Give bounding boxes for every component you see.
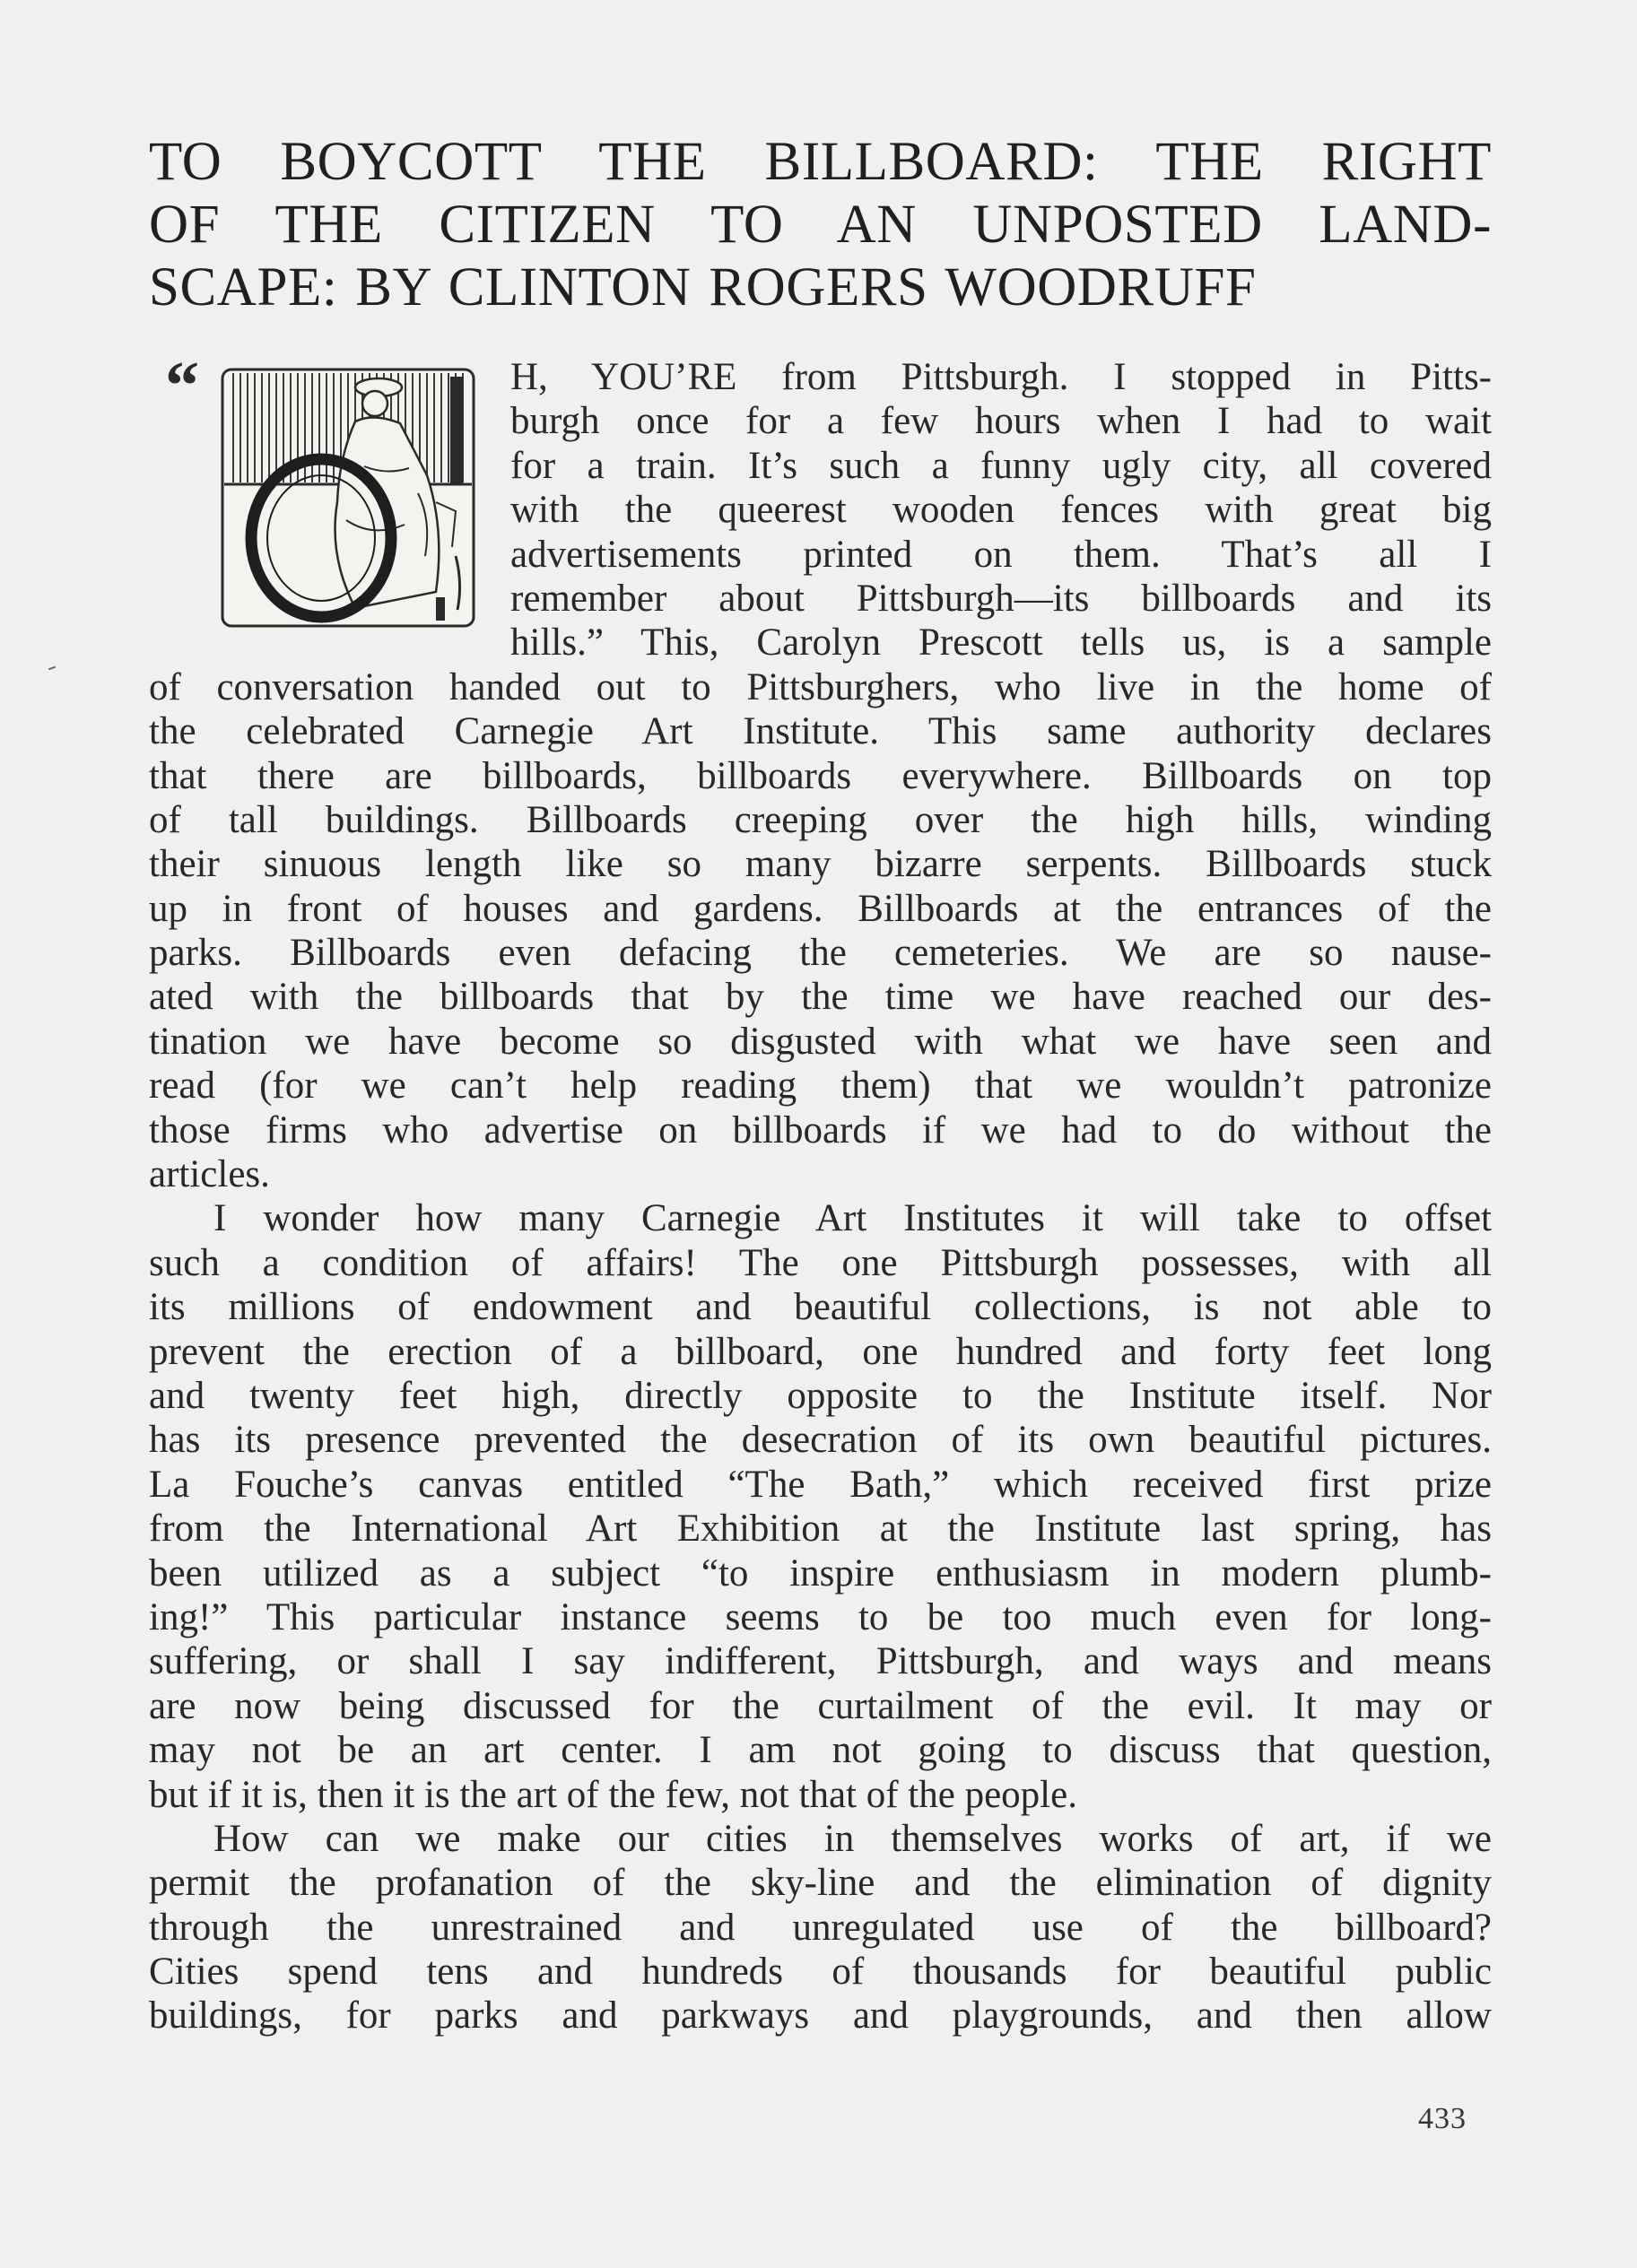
- text-line: those firms who advertise on billboards if we had to do without the: [149, 1108, 1492, 1151]
- opening-quote-mark: “: [165, 348, 199, 423]
- text-line: buildings, for parks and parkways and playgrounds, and then allow: [149, 1994, 1492, 2038]
- text-line: read (for we can’t help reading them) that we wouldn’t patronize: [149, 1064, 1492, 1108]
- text-line: and twenty feet high, directly opposite to the Institute itself. Nor: [149, 1374, 1492, 1417]
- text-line: articles.: [149, 1153, 270, 1196]
- text-line: burgh once for a few hours when I had to wait: [510, 400, 1492, 443]
- text-line: How can we make our cities in themselves works of art, if we: [213, 1817, 1492, 1860]
- text-line: parks. Billboards even defacing the cemeteries. We are so nause-: [149, 932, 1492, 975]
- text-line: that there are billboards, billboards everywhere. Billboards on top: [149, 754, 1492, 797]
- article-title: [149, 131, 1492, 319]
- print-speck: [48, 666, 56, 671]
- text-line: has its presence prevented the desecration of its own beautiful pictures.: [149, 1419, 1492, 1462]
- text-line: of conversation handed out to Pittsburghers, who live in the home of: [149, 665, 1492, 708]
- text-line: for a train. It’s such a funny ugly city, all covered: [510, 444, 1492, 487]
- title-line: OF THE CITIZEN TO AN UNPOSTED LAND-: [149, 195, 1492, 255]
- text-line: their sinuous length like so many bizarre serpents. Billboards stuck: [149, 843, 1492, 886]
- text-line: H, YOU’RE from Pittsburgh. I stopped in Pitts-: [510, 356, 1492, 398]
- text-line: but if it is, then it is the art of the few, not that of the people.: [149, 1773, 1077, 1816]
- text-line: hills.” This, Carolyn Prescott tells us, is a sample: [510, 621, 1492, 665]
- text-line: I wonder how many Carnegie Art Institutes it will take to offset: [213, 1197, 1492, 1240]
- text-line: the celebrated Carnegie Art Institute. This same authority declares: [149, 710, 1492, 753]
- text-line: ing!” This particular instance seems to be too much even for long-: [149, 1595, 1492, 1638]
- text-line: La Fouche’s canvas entitled “The Bath,” which received first prize: [149, 1463, 1492, 1506]
- text-line: up in front of houses and gardens. Billboards at the entrances of the: [149, 887, 1492, 930]
- text-line: prevent the erection of a billboard, one hundred and forty feet long: [149, 1330, 1492, 1373]
- article-body: [149, 355, 1492, 2038]
- text-line: may not be an art center. I am not going to discuss that question,: [149, 1729, 1492, 1772]
- text-line: been utilized as a subject “to inspire enthusiasm in modern plumb-: [149, 1551, 1492, 1595]
- text-line: Cities spend tens and hundreds of thousands for beautiful public: [149, 1951, 1492, 1994]
- text-line: advertisements printed on them. That’s all I: [510, 533, 1492, 576]
- text-line: its millions of endowment and beautiful collections, is not able to: [149, 1286, 1492, 1329]
- text-line: are now being discussed for the curtailment of the evil. It may or: [149, 1684, 1492, 1727]
- text-line: such a condition of affairs! The one Pittsburgh possesses, with all: [149, 1241, 1492, 1284]
- text-line: tination we have become so disgusted with what we have seen and: [149, 1020, 1492, 1063]
- text-line: suffering, or shall I say indifferent, Pittsburgh, and ways and means: [149, 1640, 1492, 1683]
- text-line: from the International Art Exhibition at the Institute last spring, has: [149, 1508, 1492, 1551]
- text-line: of tall buildings. Billboards creeping over the high hills, winding: [149, 798, 1492, 841]
- text-line: ated with the billboards that by the time we have reached our des-: [149, 976, 1492, 1019]
- text-line: through the unrestrained and unregulated use of the billboard?: [149, 1906, 1492, 1949]
- title-line: TO BOYCOTT THE BILLBOARD: THE RIGHT: [149, 132, 1492, 192]
- page-number: 433: [1418, 2102, 1467, 2135]
- text-line: remember about Pittsburgh—its billboards and its: [510, 577, 1492, 620]
- text-line: with the queerest wooden fences with great big: [510, 489, 1492, 532]
- title-line: SCAPE: BY CLINTON ROGERS WOODRUFF: [149, 257, 1257, 317]
- text-line: permit the profanation of the sky-line and the elimination of dignity: [149, 1862, 1492, 1905]
